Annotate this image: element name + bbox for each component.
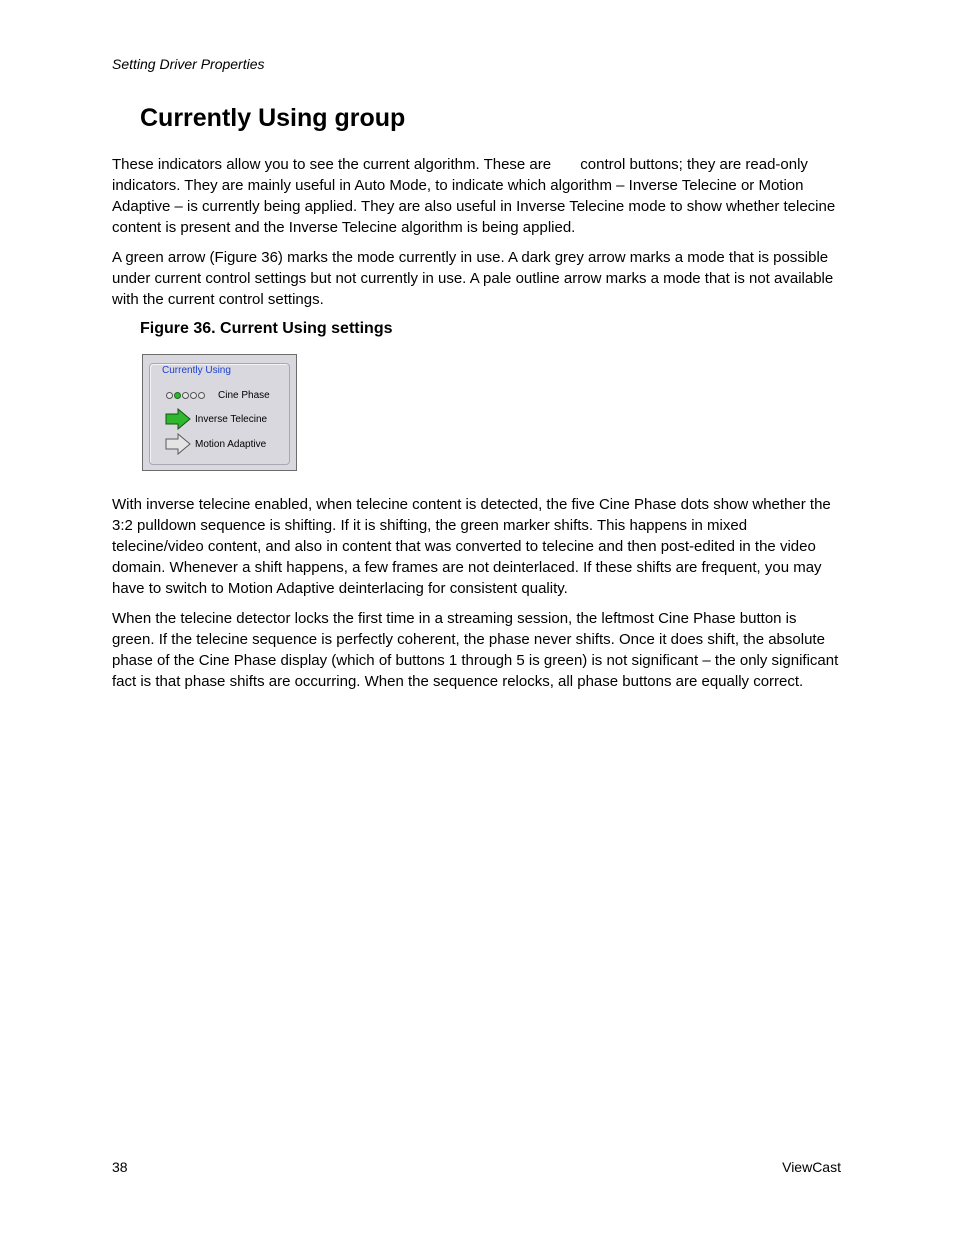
paragraph-telecine-lock: When the telecine detector locks the first time in a streaming session, the leftmost Cine Phase button is green. If the telecine sequence is perfectly coherent, the phase never shifts. Once it does shift, the absolute phase of the Cine Phase display (which of buttons 1 through 5 is green) is not significant – the only significant fact is that phase shifts are occurring. When the sequence relocks, all phase buttons are equally correct. — [112, 610, 839, 690]
section-heading: Currently Using group — [140, 104, 406, 132]
paragraph-cine-phase: With inverse telecine enabled, when telecine content is detected, the five Cine Phase dots show whether the 3:2 pulldown sequence is shifting. If it is shifting, the green marker shifts. This happens in mixed telecine/video content, and also in content that was converted to telecine and then post-edited in the video domain. Whenever a shift happens, a few frames are not deinterlaced. If these shifts are frequent, you may have to switch to Motion Adaptive deinterlacing for consistent quality. — [112, 496, 831, 597]
running-header: Setting Driver Properties — [112, 56, 265, 72]
cine-phase-dots — [166, 392, 205, 399]
cine-phase-label: Cine Phase — [218, 390, 270, 401]
footer-company: ViewCast — [782, 1159, 841, 1175]
currently-using-groupbox — [149, 363, 290, 465]
page-number: 38 — [112, 1159, 128, 1175]
currently-using-figure — [142, 354, 297, 471]
paragraph-arrows: A green arrow (Figure 36) marks the mode currently in use. A dark grey arrow marks a mode that is possible under current control settings but not currently in use. A pale outline arrow marks a mode that is not available with the current control settings. — [112, 249, 834, 308]
mode-label-motion-adaptive: Motion Adaptive — [195, 439, 267, 450]
groupbox-title: Currently Using — [162, 365, 231, 376]
figure-caption: Figure 36. Current Using settings — [140, 320, 393, 337]
cine-phase-dot-5 — [198, 392, 205, 399]
cine-phase-dot-3 — [182, 392, 189, 399]
mode-label-inverse-telecine: Inverse Telecine — [195, 414, 268, 425]
outline-arrow-icon — [165, 433, 191, 455]
green-arrow-icon — [165, 408, 191, 430]
paragraph-intro: These indicators allow you to see the current algorithm. These are control buttons; they are read-only indicators. They are mainly useful in Auto Mode, to indicate which algorithm – Inverse Telecine or Motion Adaptive – is currently being applied. They are also useful in Inverse Telecine mode to show whether telecine content is present and the Inverse Telecine algorithm is being applied. — [112, 156, 840, 236]
cine-phase-dot-1 — [166, 392, 173, 399]
cine-phase-dot-2 — [174, 392, 181, 399]
cine-phase-dot-4 — [190, 392, 197, 399]
